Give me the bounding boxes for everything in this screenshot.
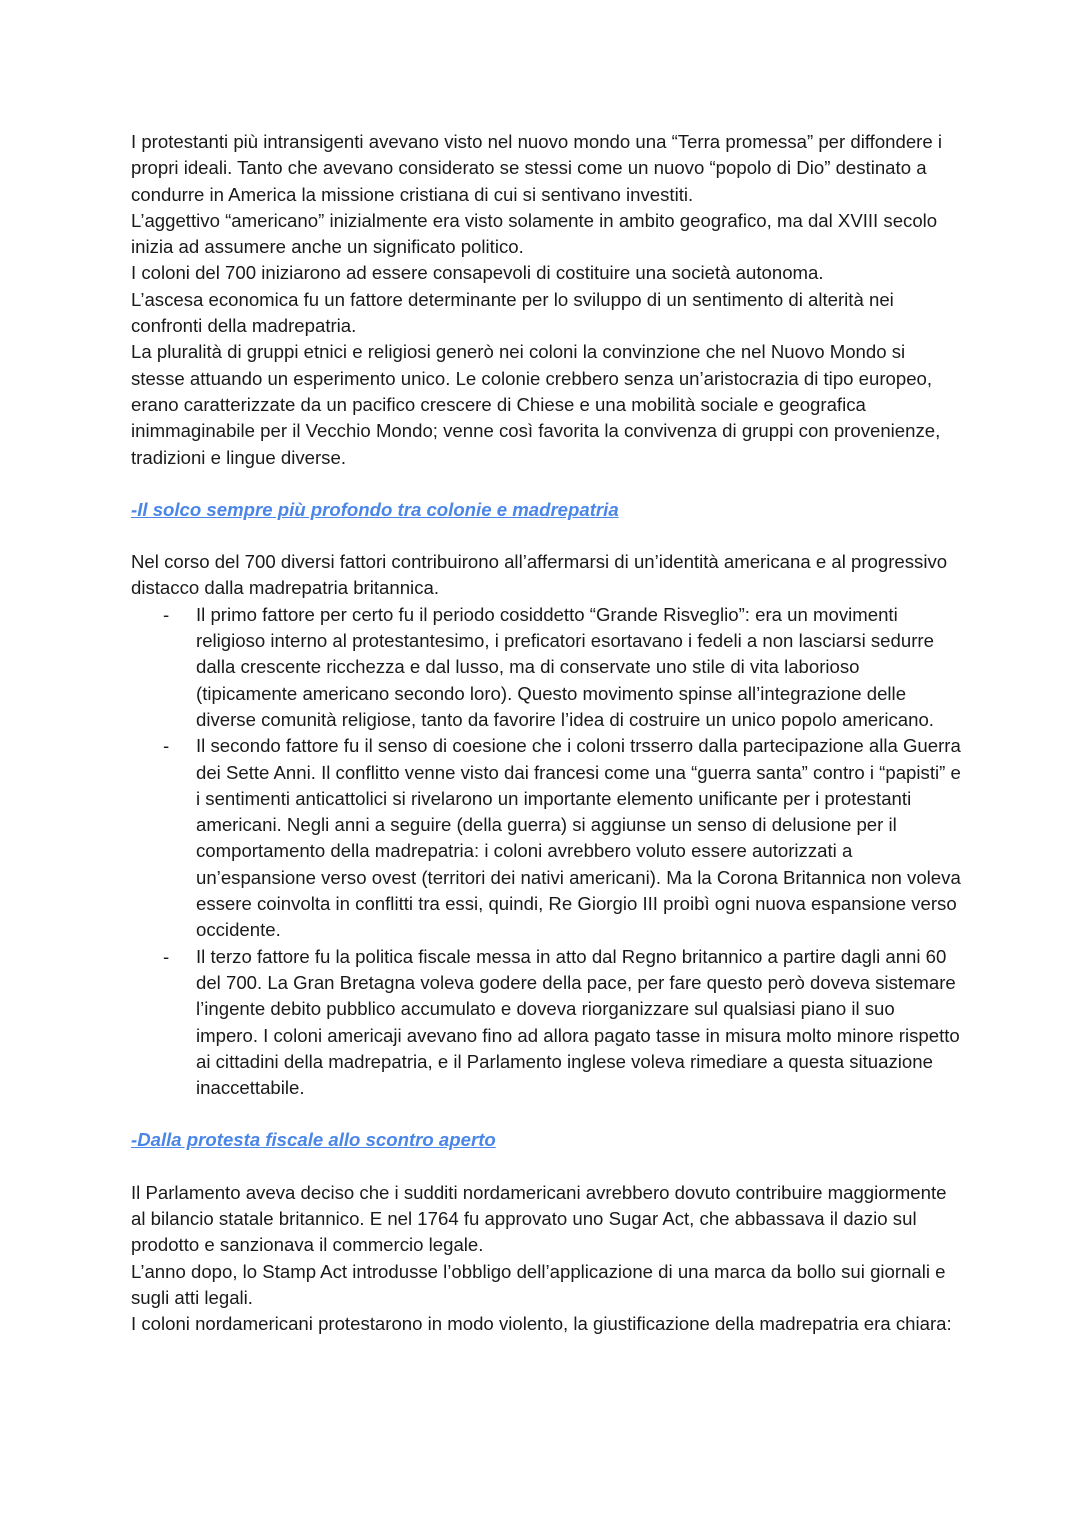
spacer xyxy=(131,1154,961,1180)
bullet-dash: - xyxy=(163,945,170,967)
section2-paragraph: L’anno dopo, lo Stamp Act introdusse l’obbligo dell’applicazione di una marca da bollo sui giornali e sugli atti legali. xyxy=(131,1260,946,1308)
list-item xyxy=(131,944,961,1102)
bullet-dash: - xyxy=(163,603,170,625)
document-page xyxy=(131,129,961,1337)
list-item xyxy=(131,733,961,943)
list-item-text: Il secondo fattore fu il senso di coesione che i coloni trsserro dalla partecipazione alla Guerra dei Sette Anni. Il conflitto venne visto dai francesi come una “guerra santa” contro i “papisti” e i sentimenti anticattolici si rivelarono un importante elemento unificante per i protestanti americani. Negli anni a seguire (della guerra) si aggiunse un senso di delusione per il comportamento della madrepatria: i coloni avrebbero voluto essere autorizzati a un’espansione verso ovest (territori dei nativi americani). Ma la Corona Britannica non voleva essere coinvolta in conflitti tra essi, quindi, Re Giorgio III proibì ogni nuova espansione verso occidente. xyxy=(196,735,961,941)
section1-lead: Nel corso del 700 diversi fattori contribuirono all’affermarsi di un’identità americana e al progressivo distacco dalla madrepatria britannica. xyxy=(131,551,948,599)
section2-paragraph: Il Parlamento aveva deciso che i sudditi nordamericani avrebbero dovuto contribuire maggiormente al bilancio statale britannico. E nel 1764 fu approvato uno Sugar Act, che abbassava il dazio sul prodotto e sanzionava il commercio legale. xyxy=(131,1181,947,1256)
spacer xyxy=(131,523,961,549)
list-item-text: Il primo fattore per certo fu il periodo cosiddetto “Grande Risveglio”: era un movimenti religioso interno al protestantesimo, i preficatori esortavano i fedeli a non lasciarsi sedurre dalla crescente ricchezza e dal lusso, ma di conservate uno stile di vita laborioso (tipicamente americano secondo loro). Questo movimento spinse all’integrazione delle diverse comunità religiose, tanto da favorire l’idea di costruire un unico popolo americano. xyxy=(196,603,934,730)
spacer xyxy=(131,1101,961,1127)
factors-list xyxy=(131,602,961,1102)
spacer xyxy=(131,471,961,497)
intro-paragraph: L’aggettivo “americano” inizialmente era visto solamente in ambito geografico, ma dal XVIII secolo inizia ad assumere anche un significato politico. xyxy=(131,209,938,258)
intro-paragraph: I coloni del 700 iniziarono ad essere consapevoli di costituire una società autonoma. xyxy=(131,262,824,284)
intro-paragraph: L’ascesa economica fu un fattore determinante per lo sviluppo di un sentimento di alterità nei confronti della madrepatria. xyxy=(131,288,894,337)
list-item xyxy=(131,602,961,733)
section-heading-solco[interactable]: -Il solco sempre più profondo tra colonie e madrepatria xyxy=(131,498,619,520)
section2-paragraph: I coloni nordamericani protestarono in modo violento, la giustificazione della madrepatria era chiara: xyxy=(131,1313,952,1335)
intro-paragraph: I protestanti più intransigenti avevano visto nel nuovo mondo una “Terra promessa” per diffondere i propri ideali. Tanto che avevano considerato se stessi come un nuovo “popolo di Dio” destinato a condurre in America la missione cristiana di cui si sentivano investiti. xyxy=(131,131,943,205)
bullet-dash: - xyxy=(163,735,170,757)
list-item-text: Il terzo fattore fu la politica fiscale messa in atto dal Regno britannico a partire dagli anni 60 del 700. La Gran Bretagna voleva godere della pace, per fare questo però doveva sistemare l’ingente debito pubblico accumulato e doveva riorganizzare sul qualsiasi piano il suo impero. I coloni americaji avevano fino ad allora pagato tasse in misura molto minore rispetto ai cittadini della madrepatria, e il Parlamento inglese voleva rimediare a questa situazione inaccettabile. xyxy=(196,945,960,1099)
intro-paragraph: La pluralità di gruppi etnici e religiosi generò nei coloni la convinzione che nel Nuovo Mondo si stesse attuando un esperimento unico. Le colonie crebbero senza un’aristocrazia di tipo europeo, erano caratterizzate da un pacifico crescere di Chiese e una mobilità sociale e geografica inimmaginabile per il Vecchio Mondo; venne così favorita la convivenza di gruppi con provenienze, tradizioni e lingue diverse. xyxy=(131,341,941,468)
section-heading-protesta[interactable]: -Dalla protesta fiscale allo scontro aperto xyxy=(131,1129,496,1151)
